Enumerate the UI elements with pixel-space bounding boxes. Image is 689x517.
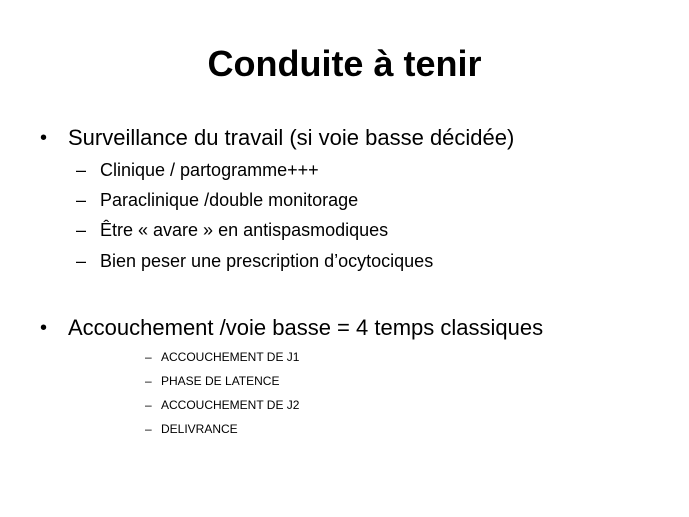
bullet-accouchement <box>40 314 543 342</box>
sub-item-clinique <box>76 158 319 182</box>
sub-item-j2 <box>145 397 299 413</box>
dash-icon: – <box>145 350 152 364</box>
dash-icon: – <box>76 160 87 180</box>
dash-icon: – <box>76 190 87 210</box>
dash-icon: – <box>76 220 87 240</box>
sub-item-text: Être « avare » en antispasmodiques <box>100 220 389 240</box>
bullet-icon: • <box>40 127 48 149</box>
dash-icon: – <box>145 422 152 436</box>
slide-title: Conduite à tenir <box>207 43 482 84</box>
sub-item-text: DELIVRANCE <box>161 422 238 436</box>
sub-item-j1 <box>145 349 299 365</box>
sub-item-text: PHASE DE LATENCE <box>161 374 280 388</box>
sub-item-text: Clinique / partogramme+++ <box>100 160 319 180</box>
bullet-text: Surveillance du travail (si voie basse décidée) <box>68 125 515 150</box>
sub-item-ocytociques <box>76 249 433 273</box>
sub-item-text: ACCOUCHEMENT DE J2 <box>161 398 300 412</box>
sub-item-text: Bien peser une prescription d’ocytociques <box>100 251 434 271</box>
sub-item-text: Paraclinique /double monitorage <box>100 190 359 210</box>
dash-icon: – <box>145 398 152 412</box>
bullet-surveillance <box>40 124 514 152</box>
sub-item-paraclinique <box>76 188 358 212</box>
sub-item-text: ACCOUCHEMENT DE J1 <box>161 350 300 364</box>
bullet-text: Accouchement /voie basse = 4 temps classiques <box>68 315 544 340</box>
dash-icon: – <box>76 251 87 271</box>
sub-item-latence <box>145 373 279 389</box>
sub-item-antispasmodiques <box>76 218 388 242</box>
dash-icon: – <box>145 374 152 388</box>
sub-item-delivrance <box>145 421 238 437</box>
bullet-icon: • <box>40 317 48 339</box>
